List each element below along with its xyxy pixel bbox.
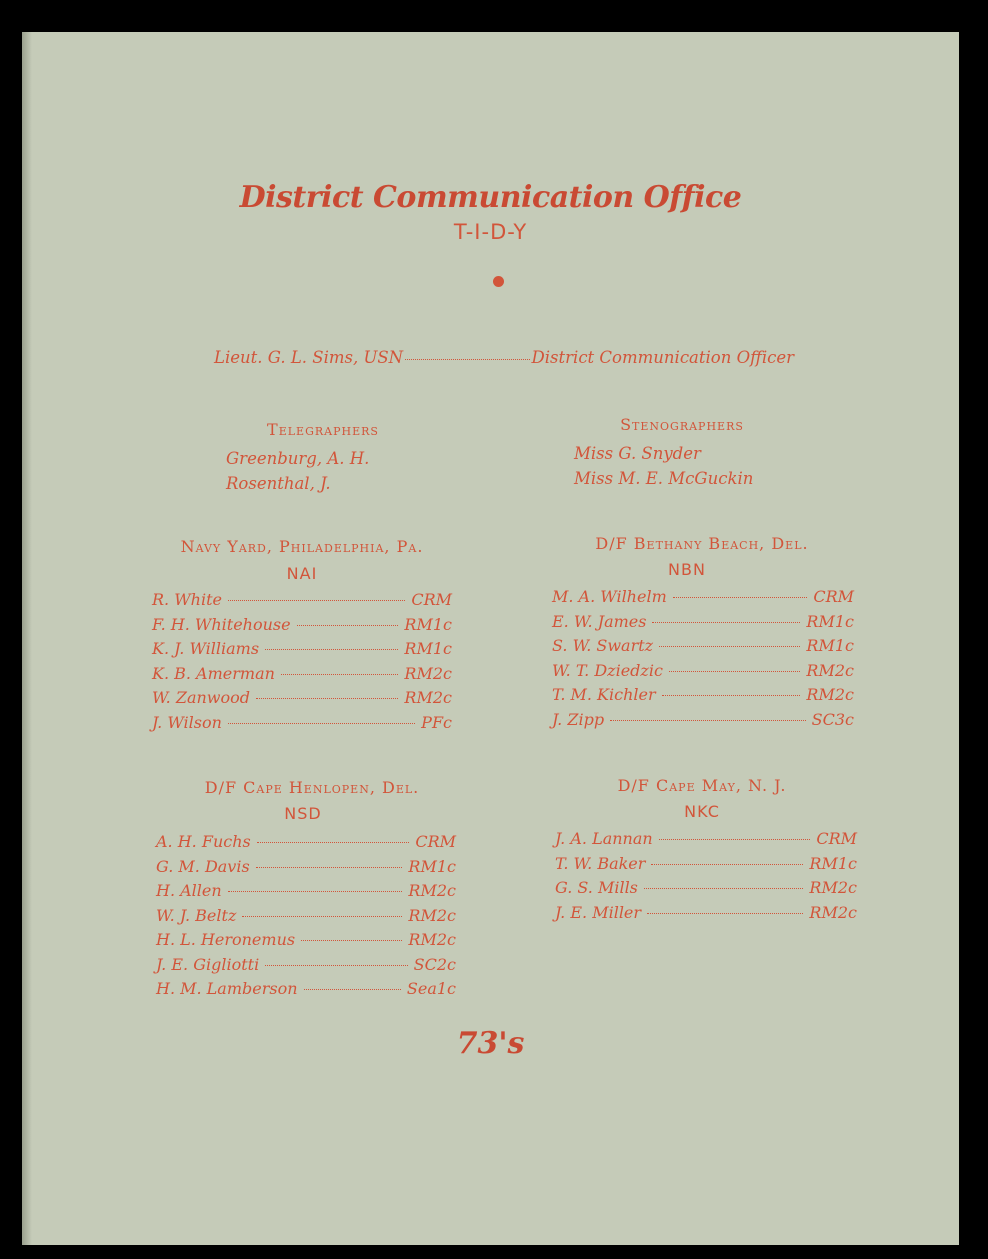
member-name: J. Zipp bbox=[552, 709, 605, 729]
member-rate: RM2c bbox=[809, 878, 857, 897]
roster-row bbox=[152, 615, 452, 640]
roster-row bbox=[555, 878, 857, 903]
dot-leader bbox=[669, 671, 801, 672]
member-name: T. W. Baker bbox=[555, 853, 646, 873]
member-name: H. Allen bbox=[156, 881, 222, 900]
dot-leader bbox=[242, 916, 402, 917]
member-name: R. White bbox=[152, 590, 222, 609]
dot-leader bbox=[256, 867, 403, 868]
member-name: G. M. Davis bbox=[156, 856, 250, 876]
member-rate: SC2c bbox=[413, 954, 456, 974]
member-name: K. B. Amerman bbox=[152, 663, 275, 683]
member-name: M. A. Wilhelm bbox=[552, 587, 667, 606]
document-page bbox=[22, 32, 959, 1245]
dot-leader bbox=[256, 698, 398, 699]
dot-leader bbox=[673, 597, 808, 598]
member-rate: RM2c bbox=[408, 905, 456, 925]
dot-leader bbox=[301, 940, 402, 941]
roster-row bbox=[156, 857, 456, 882]
footer-signoff: 73's bbox=[456, 1026, 525, 1061]
roster-row bbox=[552, 661, 854, 686]
dot-leader bbox=[304, 989, 401, 990]
station-roster bbox=[555, 829, 857, 927]
member-rate: Sea1c bbox=[406, 979, 456, 998]
member-name: J. E. Gigliotti bbox=[156, 954, 260, 974]
station-heading: D/F Cape May, N. J. bbox=[617, 776, 787, 795]
dot-leader bbox=[405, 359, 529, 360]
officer-role: District Communication Officer bbox=[531, 348, 794, 367]
member-name: J. A. Lannan bbox=[555, 829, 653, 848]
telegraphers-heading: Telegraphers bbox=[267, 420, 379, 439]
member-rate: RM2c bbox=[404, 688, 452, 707]
dot-leader bbox=[265, 965, 407, 966]
station-roster bbox=[152, 590, 452, 737]
dot-leader bbox=[265, 649, 398, 650]
member-rate: RM1c bbox=[408, 856, 456, 876]
station-roster bbox=[156, 832, 456, 1004]
telegrapher-name: Rosenthal, J. bbox=[226, 474, 331, 493]
dot-leader bbox=[297, 625, 399, 626]
dot-leader bbox=[659, 839, 811, 840]
member-rate: RM1c bbox=[806, 611, 854, 631]
member-name: F. H. Whitehouse bbox=[152, 614, 291, 634]
roster-row bbox=[552, 636, 854, 661]
dot-leader bbox=[257, 842, 410, 843]
station-roster bbox=[552, 587, 854, 734]
roster-row bbox=[156, 881, 456, 906]
roster-row bbox=[156, 979, 456, 1004]
roster-row bbox=[152, 590, 452, 615]
member-name: W. T. Dziedzic bbox=[552, 660, 663, 680]
dot-leader bbox=[610, 720, 806, 721]
station-code: NBN bbox=[668, 560, 706, 579]
member-rate: CRM bbox=[415, 832, 456, 851]
member-name: W. Zanwood bbox=[152, 688, 250, 707]
roster-row bbox=[552, 587, 854, 612]
member-name: T. M. Kichler bbox=[552, 685, 656, 704]
member-rate: RM2c bbox=[806, 660, 854, 680]
roster-row bbox=[156, 955, 456, 980]
station-code: NSD bbox=[284, 804, 322, 823]
office-code: T-I-D-Y bbox=[453, 220, 528, 244]
member-rate: RM1c bbox=[809, 853, 857, 873]
dot-leader bbox=[644, 888, 804, 889]
member-name: G. S. Mills bbox=[555, 878, 638, 897]
roster-row bbox=[552, 685, 854, 710]
member-rate: RM1c bbox=[806, 636, 854, 655]
station-code: NKC bbox=[684, 802, 720, 821]
officer-name: Lieut. G. L. Sims, USN bbox=[214, 348, 404, 367]
member-name: K. J. Williams bbox=[152, 639, 260, 658]
member-name: H. L. Heronemus bbox=[156, 930, 296, 949]
member-rate: PFc bbox=[421, 712, 452, 732]
roster-row bbox=[156, 930, 456, 955]
dot-leader bbox=[652, 622, 800, 623]
roster-row bbox=[555, 854, 857, 879]
dot-leader bbox=[651, 864, 803, 865]
officer-line bbox=[214, 348, 794, 367]
dot-leader bbox=[659, 646, 800, 647]
member-name: S. W. Swartz bbox=[552, 636, 654, 655]
member-name: A. H. Fuchs bbox=[156, 832, 251, 851]
member-name: E. W. James bbox=[552, 611, 647, 631]
member-name: H. M. Lamberson bbox=[156, 979, 298, 998]
member-rate: RM2c bbox=[408, 930, 456, 949]
dot-leader bbox=[662, 695, 801, 696]
dot-leader bbox=[281, 674, 399, 675]
member-rate: RM2c bbox=[408, 881, 456, 900]
member-rate: RM2c bbox=[809, 902, 857, 922]
member-rate: RM1c bbox=[404, 614, 452, 634]
roster-row bbox=[552, 710, 854, 735]
member-name: J. E. Miller bbox=[555, 902, 642, 922]
document-title: District Communication Office bbox=[239, 180, 742, 215]
roster-row bbox=[152, 713, 452, 738]
stenographers-list bbox=[574, 441, 753, 491]
roster-row bbox=[152, 664, 452, 689]
station-heading: Navy Yard, Philadelphia, Pa. bbox=[180, 537, 424, 556]
roster-row bbox=[152, 639, 452, 664]
member-rate: RM2c bbox=[404, 663, 452, 683]
member-rate: CRM bbox=[816, 829, 857, 848]
roster-row bbox=[152, 688, 452, 713]
stenographer-name: Miss M. E. McGuckin bbox=[574, 469, 754, 488]
roster-row bbox=[156, 832, 456, 857]
station-heading: D/F Bethany Beach, Del. bbox=[595, 534, 809, 553]
dot-leader bbox=[647, 913, 803, 914]
telegrapher-name: Greenburg, A. H. bbox=[226, 449, 370, 468]
roster-row bbox=[552, 612, 854, 637]
dot-leader bbox=[228, 600, 405, 601]
stenographers-heading: Stenographers bbox=[620, 415, 744, 434]
member-name: W. J. Beltz bbox=[156, 905, 237, 925]
station-heading: D/F Cape Henlopen, Del. bbox=[204, 778, 420, 797]
roster-row bbox=[156, 906, 456, 931]
member-rate: SC3c bbox=[811, 709, 854, 729]
ornament-dot bbox=[493, 276, 504, 287]
member-rate: RM2c bbox=[806, 685, 854, 704]
station-code: NAI bbox=[286, 564, 318, 583]
stenographer-name: Miss G. Snyder bbox=[574, 444, 701, 463]
member-name: J. Wilson bbox=[152, 712, 222, 732]
telegraphers-list bbox=[226, 446, 369, 496]
roster-row bbox=[555, 903, 857, 928]
member-rate: RM1c bbox=[404, 639, 452, 658]
roster-row bbox=[555, 829, 857, 854]
member-rate: CRM bbox=[813, 587, 854, 606]
dot-leader bbox=[228, 891, 403, 892]
member-rate: CRM bbox=[411, 590, 452, 609]
dot-leader bbox=[228, 723, 415, 724]
